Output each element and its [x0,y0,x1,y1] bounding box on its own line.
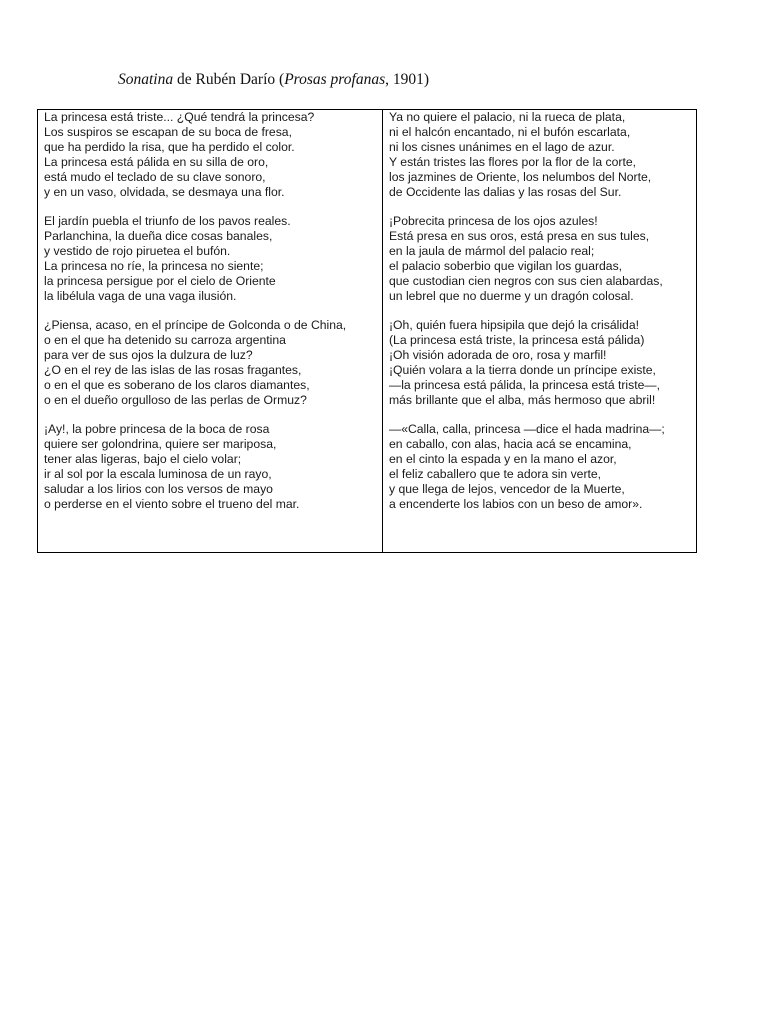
book-title: Prosas profanas [284,71,386,88]
verse-line: quiere ser golondrina, quiere ser mariposa, [44,437,277,451]
verse-line: ¿O en el rey de las islas de las rosas fragantes, [44,363,302,377]
verse-line: ¡Quién volara a la tierra donde un príncipe existe, [389,363,656,377]
verse-line: La princesa está pálida en su silla de oro, [44,155,269,169]
verse-line: —«Calla, calla, princesa —dice el hada madrina—; [389,422,665,436]
verse-line: ¡Oh visión adorada de oro, rosa y marfil! [389,348,607,362]
verse-line: un lebrel que no duerme y un dragón colosal. [389,289,634,303]
verse-line: saludar a los lirios con los versos de mayo [44,482,273,496]
verse-line: o perderse en el viento sobre el trueno del mar. [44,497,300,511]
verse-line: Ya no quiere el palacio, ni la rueca de plata, [389,110,626,124]
verse-line: la libélula vaga de una vaga ilusión. [44,289,237,303]
stanza [389,214,696,304]
verse-line: Está presa en sus oros, está presa en sus tules, [389,229,650,243]
verse-line: ¡Pobrecita princesa de los ojos azules! [389,214,598,228]
verse-line: que ha perdido la risa, que ha perdido el color. [44,140,295,154]
stanza [389,422,696,512]
verse-line: en caballo, con alas, hacia acá se encamina, [389,437,632,451]
verse-line: tener alas ligeras, bajo el cielo volar; [44,452,242,466]
poem-left-column [38,110,383,552]
publication-year: , 1901) [385,71,430,88]
verse-line: o en el que ha detenido su carroza argentina [44,333,286,347]
verse-line: —la princesa está pálida, la princesa está triste—, [389,378,660,392]
verse-line: ¿Piensa, acaso, en el príncipe de Golconda o de China, [44,318,347,332]
verse-line: ¡Ay!, la pobre princesa de la boca de rosa [44,422,270,436]
verse-line: ir al sol por la escala luminosa de un rayo, [44,467,272,481]
author-prefix: de Rubén Darío ( [173,71,285,88]
verse-line: y en un vaso, olvidada, se desmaya una flor. [44,185,285,199]
verse-line: que custodian cien negros con sus cien alabardas, [389,274,663,288]
stanza [44,318,382,408]
verse-line: Los suspiros se escapan de su boca de fresa, [44,125,292,139]
verse-line: más brillante que el alba, más hermoso que abril! [389,393,656,407]
verse-line: Y están tristes las flores por la flor de la corte, [389,155,637,169]
verse-line: en la jaula de mármol del palacio real; [389,244,595,258]
stanza [44,110,382,200]
verse-line: el feliz caballero que te adora sin verte, [389,467,602,481]
verse-line: en el cinto la espada y en la mano el azor, [389,452,617,466]
verse-line: el palacio soberbio que vigilan los guardas, [389,259,623,273]
verse-line: la princesa persigue por el cielo de Oriente [44,274,276,288]
stanza [389,318,696,408]
stanza [44,214,382,304]
verse-line: La princesa está triste... ¿Qué tendrá la princesa? [44,110,315,124]
verse-line: está mudo el teclado de su clave sonoro, [44,170,266,184]
poem-right-column [383,110,696,552]
verse-line: a encenderte los labios con un beso de amor». [389,497,643,511]
verse-line: ¡Oh, quién fuera hipsipila que dejó la crisálida! [389,318,639,332]
verse-line: o en el dueño orgulloso de las perlas de Ormuz? [44,393,307,407]
verse-line: La princesa no ríe, la princesa no siente; [44,259,264,273]
verse-line: o en el que es soberano de los claros diamantes, [44,378,310,392]
verse-line: ni el halcón encantado, ni el bufón escarlata, [389,125,631,139]
verse-line: para ver de sus ojos la dulzura de luz? [44,348,253,362]
poem-table [37,109,697,553]
verse-line: y que llega de lejos, vencedor de la Muerte, [389,482,625,496]
verse-line: ni los cisnes unánimes en el lago de azur. [389,140,615,154]
stanza [389,110,696,200]
verse-line: Parlanchina, la dueña dice cosas banales, [44,229,273,243]
document-title [118,71,429,89]
verse-line: los jazmines de Oriente, los nelumbos del Norte, [389,170,652,184]
verse-line: de Occidente las dalias y las rosas del Sur. [389,185,622,199]
verse-line: y vestido de rojo piruetea el bufón. [44,244,231,258]
verse-line: (La princesa está triste, la princesa está pálida) [389,333,645,347]
verse-line: El jardín puebla el triunfo de los pavos reales. [44,214,291,228]
stanza [44,422,382,512]
poem-title: Sonatina [118,71,174,88]
